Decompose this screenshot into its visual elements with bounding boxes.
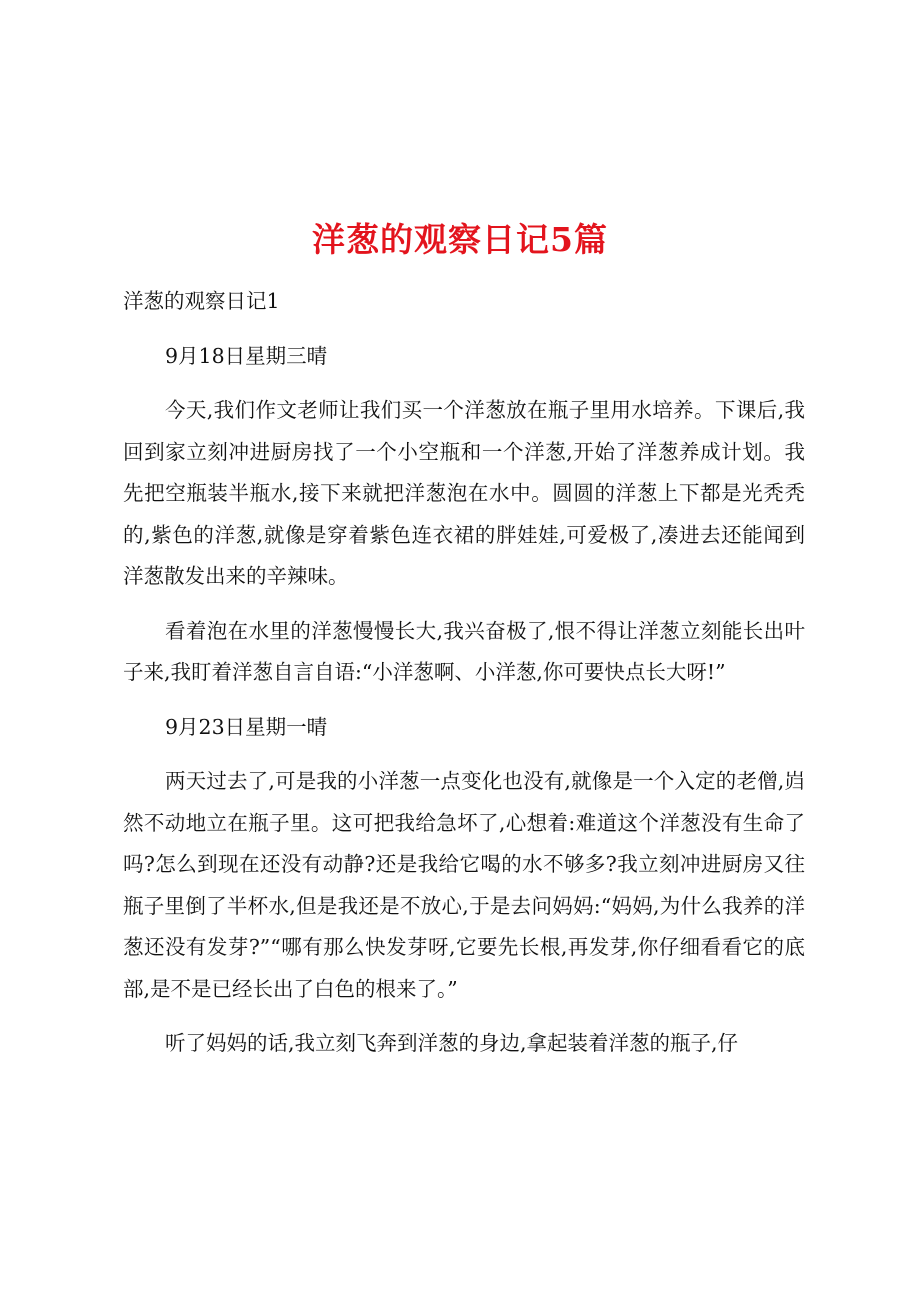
entry-paragraph: 两天过去了,可是我的小洋葱一点变化也没有,就像是一个入定的老僧,岿然不动地立在瓶子里。这可把我给急坏了,心想着:难道这个洋葱没有生命了吗?怎么到现在还没有动静?还是我给它喝的水不够多?我立刻冲进厨房又往瓶子里倒了半杯水,但是我还是不放心,于是去问妈妈:“妈妈,为什么我养的洋葱还没有发芽?”“哪有那么快发芽呀,它要先长根,再发芽,你仔细看看它的底部,是不是已经长出了白色的根来了。” (123, 769, 805, 1001)
entry-date: 9月23日星期一晴 (165, 714, 328, 739)
entry-paragraph: 看着泡在水里的洋葱慢慢长大,我兴奋极了,恨不得让洋葱立刻能长出叶子来,我盯着洋葱自言自语:“小洋葱啊、小洋葱,你可要快点长大呀!” (123, 618, 805, 684)
document-title: 洋葱的观察日记5篇 (312, 220, 608, 260)
entry-paragraph: 今天,我们作文老师让我们买一个洋葱放在瓶子里用水培养。下课后,我回到家立刻冲进厨房找了一个小空瓶和一个洋葱,开始了洋葱养成计划。我先把空瓶装半瓶水,接下来就把洋葱泡在水中。圆圆的洋葱上下都是光秃秃的,紫色的洋葱,就像是穿着紫色连衣裙的胖娃娃,可爱极了,凑进去还能闻到洋葱散发出来的辛辣味。 (123, 398, 805, 588)
document-body (123, 281, 805, 1078)
section-heading: 洋葱的观察日记1 (123, 289, 280, 313)
entry-date: 9月18日星期三晴 (165, 343, 328, 368)
entry-paragraph: 听了妈妈的话,我立刻飞奔到洋葱的身边,拿起装着洋葱的瓶子,仔 (165, 1031, 739, 1055)
